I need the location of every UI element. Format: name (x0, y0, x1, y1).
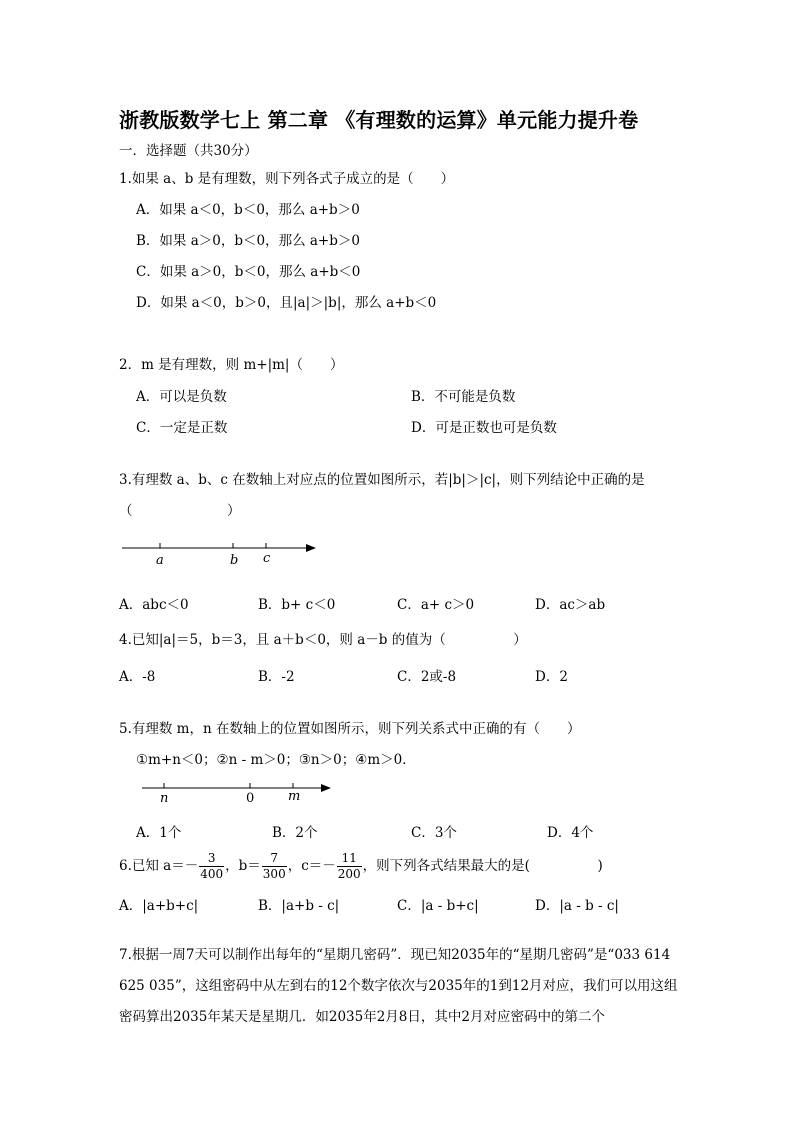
q2-option-b: B．不可能是负数 (411, 389, 516, 405)
q2-option-d: D．可是正数也可是负数 (411, 420, 557, 436)
q6-stem-prefix: 6.已知 a＝－ (119, 858, 199, 874)
q3-option-c: C．a+ c＞0 (397, 597, 475, 613)
document-title: 浙教版数学七上 第二章 《有理数的运算》单元能力提升卷 (119, 108, 639, 132)
q1-stem: 1.如果 a、b 是有理数，则下列各式子成立的是（ ） (119, 171, 455, 187)
q6-option-b: B．|a+b - c| (258, 898, 340, 914)
q5-label-m: m (288, 789, 301, 804)
q6-fraction-b (262, 851, 287, 882)
q5-label-zero: 0 (246, 791, 255, 806)
q6-option-a: A．|a+b+c| (119, 898, 199, 914)
q6-option-d: D．|a - b - c| (535, 898, 619, 914)
q6-fraction-b-denominator: 300 (262, 867, 286, 881)
q5-relations: ①m+n＜0；②n - m＞0；③n＞0；④m＞0． (136, 752, 416, 768)
q6-stem (119, 846, 603, 886)
q4-option-a: A．-8 (119, 669, 156, 685)
q6-fraction-c (337, 851, 362, 882)
section-heading: 一．选择题（共30分） (119, 143, 258, 159)
q1-option-a: A．如果 a＜0，b＜0，那么 a+b＞0 (136, 202, 360, 218)
q2-stem: 2．m 是有理数，则 m+|m|（ ） (119, 357, 344, 373)
q3-option-a: A．abc＜0 (119, 597, 189, 613)
q7-paragraph: 7.根据一周7天可以制作出每年的“星期几密码”．现已知2035年的“星期几密码”是“033 614 625 035”，这组密码中从左到右的12个数字依次与2035年的1到12月对应，我们可以用这组密码算出2035年某天是星期几．如2035年2月8日，其中2月对应密码中的第二个 (119, 947, 678, 1025)
q5-option-a: A．1个 (136, 825, 182, 841)
q6-fraction-b-numerator: 7 (262, 851, 287, 867)
q3-stem: 3.有理数 a、b、c 在数轴上对应点的位置如图所示，若|b|＞|c|，则下列结论中正确的是 (119, 472, 645, 488)
q5-stem: 5.有理数 m，n 在数轴上的位置如图所示，则下列关系式中正确的有（ ） (119, 721, 581, 737)
q3-answer-paren: （ ） (119, 503, 241, 519)
q2-option-a: A．可以是负数 (136, 389, 227, 405)
q5-option-c: C．3个 (411, 825, 457, 841)
q3-label-b: b (230, 553, 239, 568)
q3-label-a: a (156, 553, 164, 568)
q6-fraction-c-numerator: 11 (337, 851, 362, 867)
q4-option-b: B．-2 (258, 669, 295, 685)
q3-option-d: D．ac＞ab (535, 597, 606, 613)
q6-fraction-a-denominator: 400 (200, 867, 224, 881)
q4-option-c: C．2或-8 (397, 669, 457, 685)
q3-axis-arrow (306, 544, 316, 552)
q5-number-line (138, 776, 338, 806)
q6-fraction-c-denominator: 200 (337, 867, 361, 881)
q5-axis-arrow (321, 784, 331, 792)
q6-stem-b: ，b＝ (225, 858, 261, 874)
q4-stem: 4.已知|a|＝5，b＝3，且 a＋b＜0，则 a－b 的值为（ ） (119, 632, 527, 648)
q5-option-d: D．4个 (547, 825, 594, 841)
q6-fraction-a (199, 851, 224, 882)
q5-label-n: n (160, 791, 169, 806)
q5-option-b: B．2个 (272, 825, 318, 841)
q6-stem-suffix: ，则下列各式结果最大的是( ) (362, 858, 603, 874)
q4-option-d: D．2 (535, 669, 568, 685)
q1-option-b: B．如果 a＞0，b＜0，那么 a+b＞0 (136, 233, 360, 249)
q1-option-d: D．如果 a＜0，b＞0，且|a|＞|b|，那么 a+b＜0 (136, 295, 437, 311)
q2-option-c: C．一定是正数 (136, 420, 228, 436)
q1-option-c: C．如果 a＞0，b＜0，那么 a+b＜0 (136, 264, 361, 280)
q6-option-c: C．|a - b+c| (397, 898, 479, 914)
q6-fraction-a-numerator: 3 (199, 851, 224, 867)
q3-number-line (118, 536, 323, 570)
q6-stem-c: ，c＝－ (287, 858, 336, 874)
q3-label-c: c (263, 551, 271, 566)
q3-option-b: B．b+ c＜0 (258, 597, 336, 613)
